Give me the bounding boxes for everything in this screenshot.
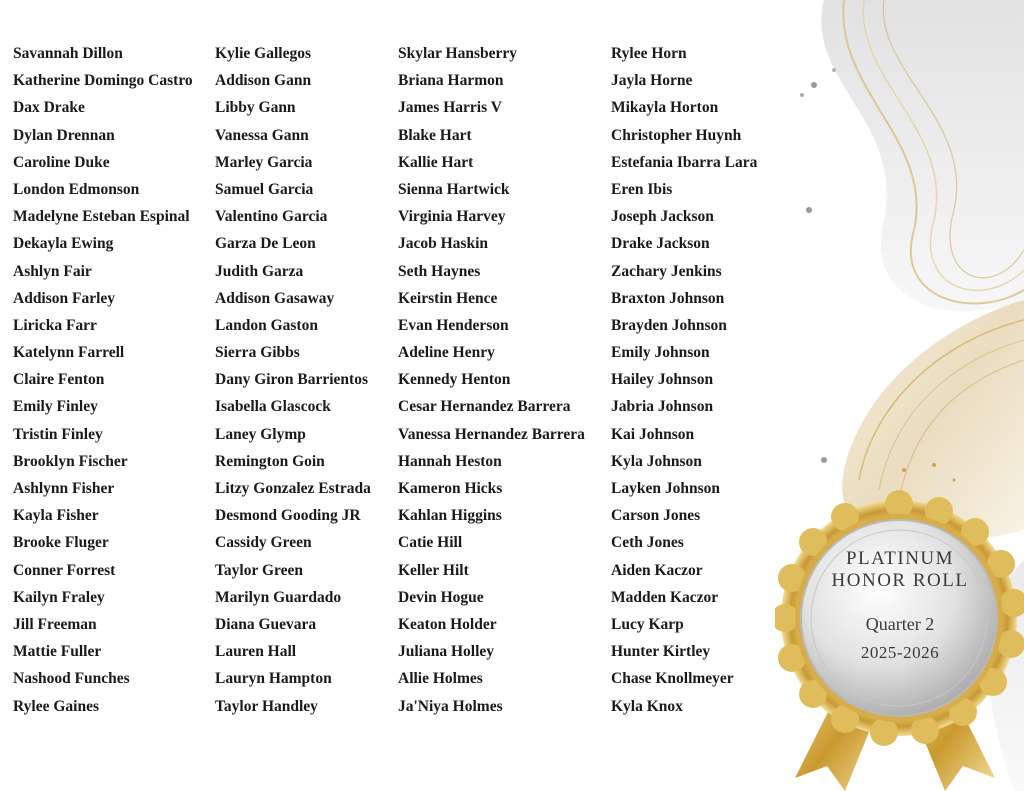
student-name: Joseph Jackson <box>611 208 714 226</box>
student-name: Libby Gann <box>215 99 296 117</box>
student-name: Laney Glymp <box>215 425 306 443</box>
seal-title-line1: PLATINUM <box>845 548 955 569</box>
student-name: Juliana Holley <box>398 643 495 661</box>
student-name: Madelyne Esteban Espinal <box>13 208 190 226</box>
student-name: Madden Kaczor <box>611 588 719 606</box>
student-name: Evan Henderson <box>398 316 509 334</box>
student-name: Kahlan Higgins <box>398 507 502 525</box>
student-name: Diana Guevara <box>215 615 317 633</box>
student-name: Claire Fenton <box>13 371 105 389</box>
student-name: Judith Garza <box>215 262 304 280</box>
student-name: Brayden Johnson <box>611 316 727 334</box>
student-name: Rylee Gaines <box>13 697 99 715</box>
student-name: Conner Forrest <box>13 561 116 579</box>
student-name: Keaton Holder <box>398 615 497 633</box>
student-name: Liricka Farr <box>13 316 97 334</box>
student-name: Adeline Henry <box>398 344 495 362</box>
student-name: Skylar Hansberry <box>398 45 517 62</box>
student-name: Addison Gann <box>215 72 312 90</box>
student-name: Kyla Knox <box>611 697 683 715</box>
student-name: Jill Freeman <box>13 615 97 633</box>
student-name: Braxton Johnson <box>611 289 725 307</box>
student-name: Vanessa Gann <box>215 126 309 144</box>
student-name: Seth Haynes <box>398 262 481 280</box>
student-name: Briana Harmon <box>398 72 504 90</box>
name-column-3 <box>398 40 585 720</box>
student-name: Drake Jackson <box>611 235 710 253</box>
student-name: Kameron Hicks <box>398 480 503 497</box>
student-name: Carson Jones <box>611 507 701 525</box>
student-name: Hailey Johnson <box>611 371 714 389</box>
name-column-4 <box>611 40 757 720</box>
student-name: Brooke Fluger <box>13 534 109 552</box>
student-name: Nashood Funches <box>13 670 130 688</box>
student-name: Taylor Handley <box>215 697 318 715</box>
student-name: Caroline Duke <box>13 153 110 171</box>
student-name: Tristin Finley <box>13 425 103 443</box>
student-name: Addison Farley <box>13 289 116 307</box>
student-name: Vanessa Hernandez Barrera <box>398 425 585 443</box>
student-name: Katelynn Farrell <box>13 344 125 362</box>
student-name: Keller Hilt <box>398 561 469 579</box>
student-name: Lauryn Hampton <box>215 670 332 688</box>
student-name: Brooklyn Fischer <box>13 452 128 470</box>
student-name: Mattie Fuller <box>13 643 102 661</box>
student-name: Rylee Horn <box>611 45 687 62</box>
student-name: Ja'Niya Holmes <box>398 697 503 715</box>
student-name: Samuel Garcia <box>215 180 314 198</box>
student-name: Virginia Harvey <box>398 208 506 226</box>
student-name: Emily Finley <box>13 398 98 416</box>
student-name: Kallie Hart <box>398 153 474 171</box>
student-name: Kai Johnson <box>611 425 695 443</box>
student-name: Garza De Leon <box>215 235 316 253</box>
student-name: Hunter Kirtley <box>611 643 711 661</box>
student-name: Ceth Jones <box>611 534 684 552</box>
student-name: Savannah Dillon <box>13 45 123 62</box>
student-name: Chase Knollmeyer <box>611 670 734 688</box>
student-name: Zachary Jenkins <box>611 262 722 280</box>
name-column-2 <box>215 40 371 720</box>
student-name: Mikayla Horton <box>611 99 719 117</box>
student-name: Ashlyn Fair <box>13 262 92 280</box>
student-name: Landon Gaston <box>215 316 318 334</box>
student-name: Dylan Drennan <box>13 126 115 144</box>
student-name: James Harris V <box>398 99 502 117</box>
seal-quarter: Quarter 2 <box>865 614 935 634</box>
student-name: Emily Johnson <box>611 344 710 362</box>
student-name: Ashlynn Fisher <box>13 480 115 497</box>
student-name: Dany Giron Barrientos <box>215 371 368 389</box>
student-name: Aiden Kaczor <box>611 561 703 579</box>
student-name: Taylor Green <box>215 561 303 579</box>
student-name: Litzy Gonzalez Estrada <box>215 480 371 497</box>
student-name: Hannah Heston <box>398 452 502 470</box>
student-name: Lucy Karp <box>611 615 684 633</box>
student-name: Blake Hart <box>398 126 472 144</box>
honor-roll-name-list <box>0 40 800 740</box>
student-name: Cassidy Green <box>215 534 312 552</box>
seal-title-line2: HONOR ROLL <box>831 570 969 591</box>
name-column-1 <box>13 40 193 720</box>
student-name: Christopher Huynh <box>611 126 742 144</box>
student-name: Cesar Hernandez Barrera <box>398 398 571 416</box>
student-name: Kylie Gallegos <box>215 45 312 62</box>
seal-year: 2025-2026 <box>860 643 940 662</box>
student-name: Marilyn Guardado <box>215 588 342 606</box>
student-name: Jacob Haskin <box>398 235 489 253</box>
student-name: Marley Garcia <box>215 153 313 171</box>
student-name: Isabella Glascock <box>215 398 331 416</box>
student-name: Remington Goin <box>215 452 325 470</box>
student-name: Lauren Hall <box>215 643 297 661</box>
student-name: Allie Holmes <box>398 670 483 688</box>
student-name: Eren Ibis <box>611 180 673 198</box>
student-name: Valentino Garcia <box>215 208 328 226</box>
student-name: Sierra Gibbs <box>215 344 300 362</box>
student-name: Katherine Domingo Castro <box>13 72 193 90</box>
student-name: Dax Drake <box>13 99 85 117</box>
student-name: Estefania Ibarra Lara <box>611 153 758 171</box>
student-name: Kennedy Henton <box>398 371 511 389</box>
student-name: Addison Gasaway <box>215 289 335 307</box>
student-name: London Edmonson <box>13 180 140 198</box>
student-name: Devin Hogue <box>398 588 484 606</box>
student-name: Dekayla Ewing <box>13 235 114 253</box>
student-name: Catie Hill <box>398 534 463 552</box>
student-name: Jabria Johnson <box>611 398 714 416</box>
student-name: Desmond Gooding JR <box>215 507 361 525</box>
student-name: Kailyn Fraley <box>13 588 105 606</box>
student-name: Layken Johnson <box>611 480 720 497</box>
student-name: Kyla Johnson <box>611 452 702 470</box>
student-name: Keirstin Hence <box>398 289 498 307</box>
student-name: Sienna Hartwick <box>398 180 510 198</box>
student-name: Jayla Horne <box>611 72 693 90</box>
student-name: Kayla Fisher <box>13 507 99 525</box>
